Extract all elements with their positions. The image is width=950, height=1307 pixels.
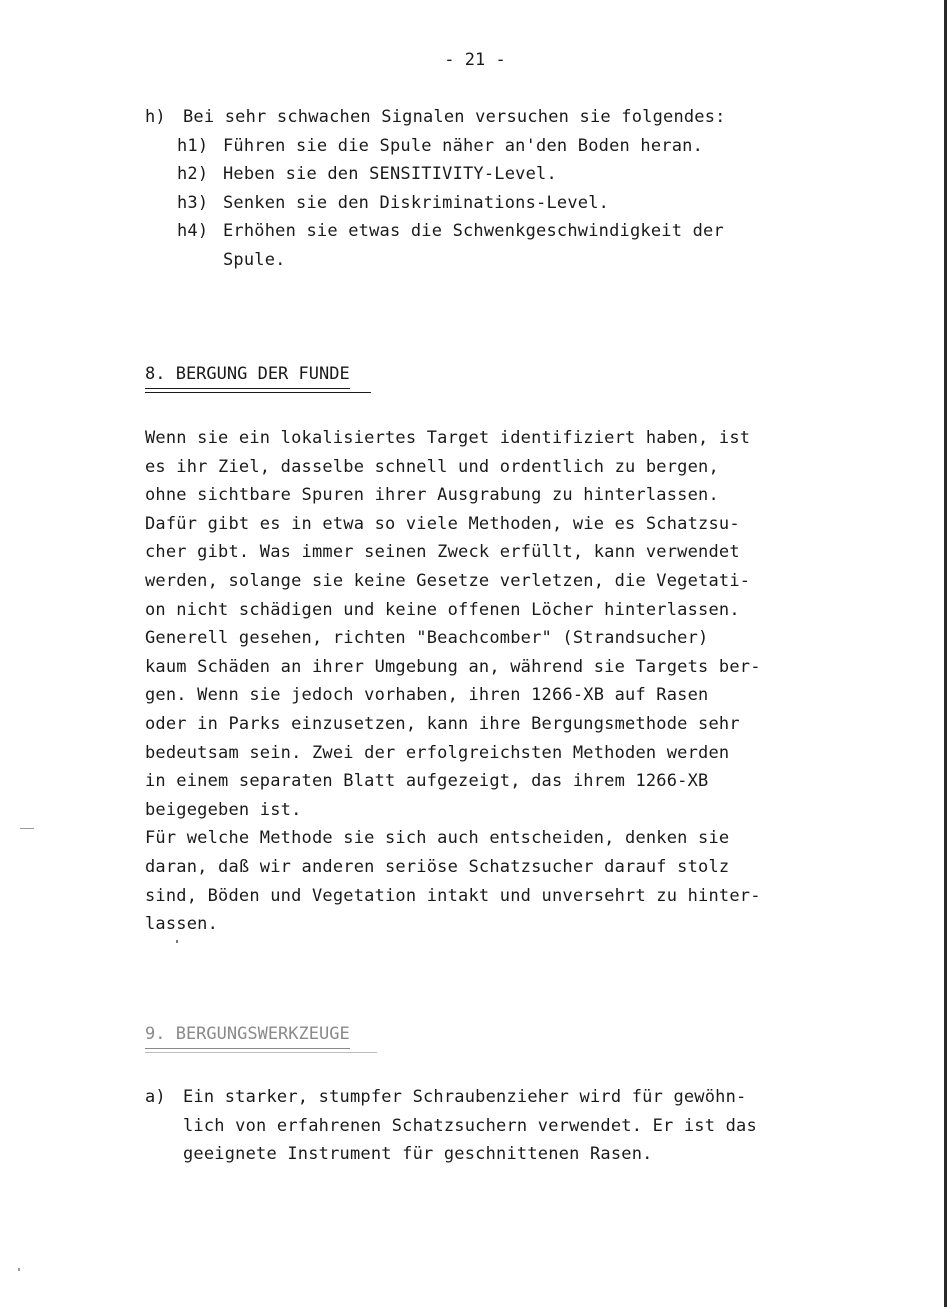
list-item-text: Heben sie den SENSITIVITY-Level. [223, 164, 557, 185]
list-h [145, 103, 825, 275]
list-marker: h2) [177, 164, 209, 185]
list-item-text: Ein starker, stumpfer Schraubenzieher wird für gewöhn- [183, 1087, 747, 1107]
paragraph-line: ohne sichtbare Spuren ihrer Ausgrabung zu hinterlassen. [145, 485, 719, 506]
list-item-h1 [145, 132, 825, 161]
list-item-h3 [145, 189, 825, 218]
paragraph-line: lassen. [145, 914, 219, 935]
list-item-h [145, 103, 825, 132]
list-item-text: Führen sie die Spule näher an'den Boden heran. [223, 135, 704, 156]
scan-artifact [18, 1268, 20, 1271]
list-item-text: Senken sie den Diskriminations-Level. [223, 192, 610, 213]
list-item-text: lich von erfahrenen Schatzsuchern verwendet. Er ist das [183, 1115, 757, 1136]
paragraph-line: bedeutsam sein. Zwei der erfolgreichsten Methoden werden [145, 742, 730, 763]
paragraph-line: es ihr Ziel, dasselbe schnell und ordentlich zu bergen, [145, 456, 719, 477]
list-item-text: Spule. [223, 249, 286, 270]
paragraph-line: beigegeben ist. [145, 799, 302, 820]
list-item-a-continuation [145, 1112, 825, 1141]
heading-double-underline [145, 392, 371, 393]
paragraph-line: Generell gesehen, richten "Beachcomber" (Strandsucher) [145, 628, 709, 649]
page-edge-line [944, 0, 947, 1307]
list-item-text: geeignete Instrument für geschnittenen Rasen. [183, 1144, 653, 1165]
paragraph-line: oder in Parks einzusetzen, kann ihre Bergungsmethode sehr [145, 713, 740, 734]
paragraph-line: kaum Schäden an ihrer Umgebung an, während sie Targets ber- [145, 656, 761, 677]
section-9-list [145, 1083, 825, 1169]
list-item-h2 [145, 160, 825, 189]
list-item-text: Erhöhen sie etwas die Schwenkgeschwindigkeit der [223, 221, 724, 242]
paragraph-line: Wenn sie ein lokalisiertes Target identifiziert haben, ist [145, 428, 751, 448]
section-8-heading: 8. BERGUNG DER FUNDE [145, 362, 350, 389]
scan-artifact [176, 940, 178, 943]
section-9-heading: 9. BERGUNGSWERKZEUGE [145, 1022, 350, 1049]
list-item-a-continuation [145, 1140, 825, 1169]
paragraph-line: on nicht schädigen und keine offenen Löcher hinterlassen. [145, 599, 740, 620]
list-item-h4 [145, 217, 825, 246]
paragraph-line: daran, daß wir anderen seriöse Schatzsucher darauf stolz [145, 856, 730, 877]
list-item-a [145, 1083, 825, 1112]
paragraph-line: Für welche Methode sie sich auch entscheiden, denken sie [145, 828, 730, 849]
scan-artifact [20, 828, 34, 829]
heading-double-underline [145, 1052, 377, 1053]
paragraph-line: cher gibt. Was immer seinen Zweck erfüllt, kann verwendet [145, 542, 740, 563]
list-item-text: Bei sehr schwachen Signalen versuchen sie folgendes: [183, 107, 726, 127]
paragraph-line: sind, Böden und Vegetation intakt und unversehrt zu hinter- [145, 885, 761, 906]
list-marker: a) [145, 1087, 166, 1107]
list-item-h4-continuation [145, 246, 825, 275]
section-8-paragraph [145, 424, 825, 939]
list-marker: h3) [177, 192, 209, 213]
page-number: - 21 - [444, 50, 506, 70]
paragraph-line: gen. Wenn sie jedoch vorhaben, ihren 1266-XB auf Rasen [145, 685, 709, 706]
list-marker: h4) [177, 221, 209, 242]
list-marker: h) [145, 107, 166, 127]
paragraph-line: in einem separaten Blatt aufgezeigt, das ihrem 1266-XB [145, 771, 709, 792]
list-marker: h1) [177, 135, 209, 156]
paragraph-line: werden, solange sie keine Gesetze verletzen, die Vegetati- [145, 570, 751, 591]
paragraph-line: Dafür gibt es in etwa so viele Methoden, wie es Schatzsu- [145, 513, 740, 534]
